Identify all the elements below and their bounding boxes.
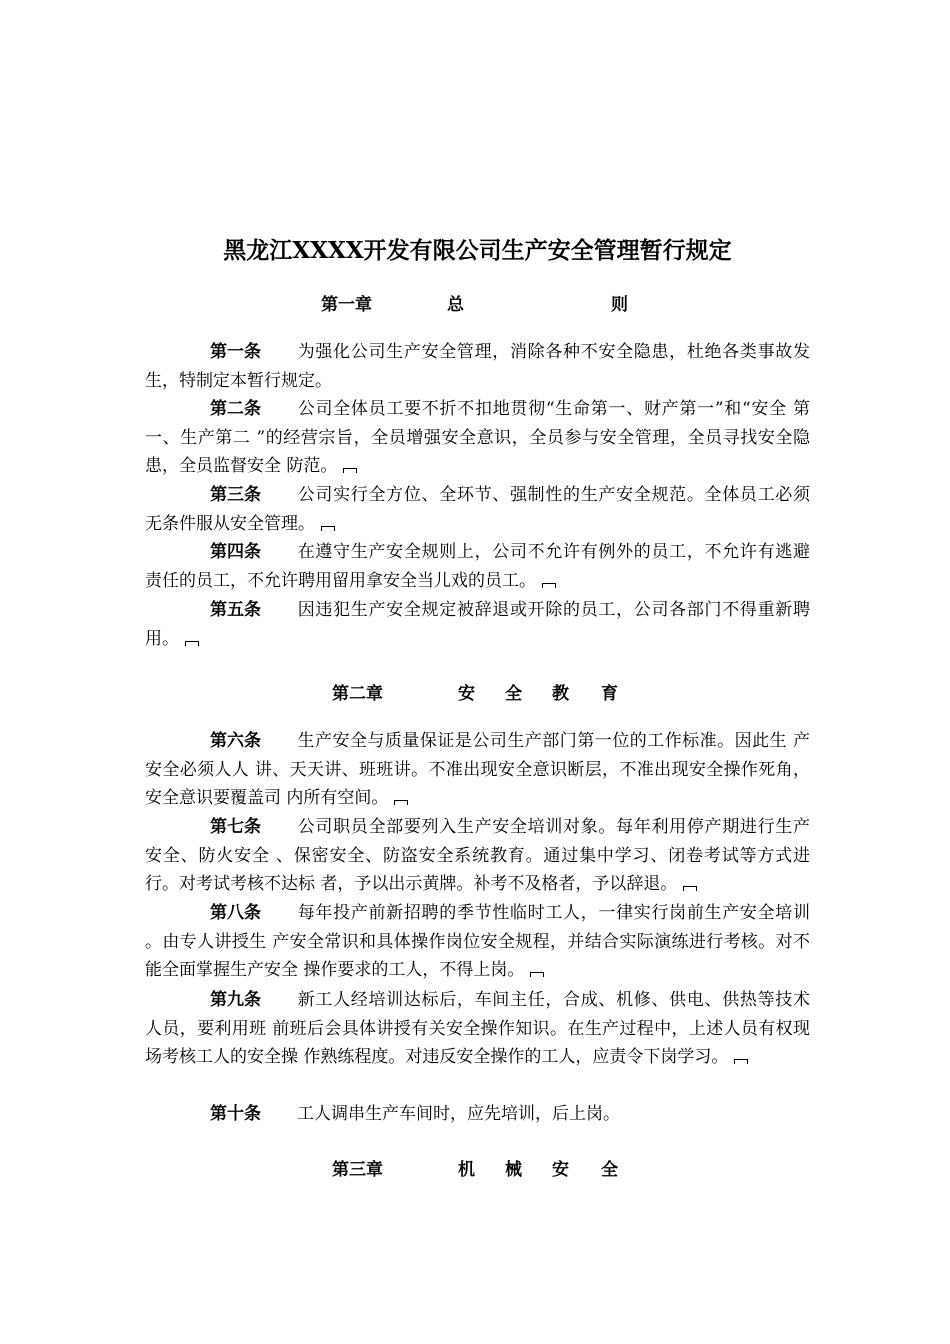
chapter-title-char: 机: [458, 1160, 475, 1180]
article-label: 第四条: [210, 542, 261, 562]
article: [145, 538, 810, 595]
chapter-title-char: 则: [611, 295, 628, 315]
paragraph-mark-icon: [530, 972, 544, 977]
chapter-number: 第二章: [332, 684, 383, 704]
paragraph-mark-icon: [683, 886, 697, 891]
chapter-number: 第一章: [321, 295, 372, 315]
chapter-heading: [145, 1155, 810, 1183]
chapter-title-char: 全: [505, 684, 522, 704]
chapter-title-char: 全: [601, 1160, 618, 1180]
article-text: 新工人经培训达标后，车间主任，合成、机修、供电、供热等技术 人员，要利用班 前班后会具体讲授有关安全操作知识。在生产过程中，上述人员有权现场考核工人的安全操 作熟练程度。对违反安全操作的工人，应责令下岗学习。: [145, 990, 810, 1067]
chapter-title-char: 教: [552, 684, 569, 704]
article-label: 第九条: [210, 990, 261, 1010]
article: [145, 395, 810, 481]
article: [145, 899, 810, 985]
article: [145, 338, 810, 395]
article: [145, 727, 810, 813]
paragraph-mark-icon: [394, 800, 408, 805]
chapter-title-char: 育: [601, 684, 618, 704]
document-title: 黑龙江XXXX开发有限公司生产安全管理暂行规定: [223, 237, 732, 264]
article-label: 第三条: [210, 485, 261, 505]
chapter-heading: [145, 290, 810, 318]
article-text: 为强化公司生产安全管理，消除各种不安全隐患，杜绝各类事故发 生，特制定本暂行规定。: [145, 342, 810, 391]
paragraph-mark-icon: [185, 641, 199, 646]
article-label: 第六条: [210, 731, 261, 751]
chapter-title-char: 安: [552, 1160, 569, 1180]
article-text: 因违犯生产安全规定被辞退或开除的员工，公司各部门不得重新聘 用。: [145, 600, 810, 649]
paragraph-mark-icon: [321, 526, 335, 531]
article-text: 每年投产前新招聘的季节性临时工人，一律实行岗前生产安全培训 。由专人讲授生 产安全常识和具体操作岗位安全规程，并结合实际演练进行考核。对不能全面掌握生产安全 操作要求的工人，不得上岗。: [145, 903, 810, 980]
article-text: 公司实行全方位、全环节、强制性的生产安全规范。全体员工必须 无条件服从安全管理。: [145, 485, 810, 534]
article: [145, 813, 810, 899]
article-label: 第七条: [210, 817, 261, 837]
paragraph-mark-icon: [542, 583, 556, 588]
article-label: 第十条: [210, 1104, 261, 1124]
chapter-number: 第三章: [332, 1160, 383, 1180]
article: [145, 1100, 810, 1129]
article-label: 第一条: [210, 342, 261, 362]
article: [145, 986, 810, 1072]
article-label: 第八条: [210, 903, 261, 923]
article: [145, 596, 810, 653]
article-text: 在遵守生产安全规则上，公司不允许有例外的员工，不允许有逃避 责任的员工，不允许聘用留用拿安全当儿戏的员工。: [145, 542, 810, 591]
paragraph-mark-icon: [343, 468, 357, 473]
chapter-title-char: 械: [505, 1160, 522, 1180]
article-text: 公司全体员工要不折不扣地贯彻“生命第一、财产第一”和“安全 第一、生产第二 ”的经营宗旨，全员增强安全意识，全员参与安全管理，全员寻找安全隐患，全员监督安全 防范。: [145, 399, 810, 476]
chapter-heading: [145, 679, 810, 707]
article-text: 公司职员全部要列入生产安全培训对象。每年利用停产期进行生产 安全、防火安全 、保密安全、防盗安全系统教育。通过集中学习、闭卷考试等方式进行。对考试考核不达标 者，予以出示黄牌。补考不及格者，予以辞退。: [145, 817, 810, 894]
paragraph-mark-icon: [734, 1059, 748, 1064]
chapter-title-char: 安: [458, 684, 475, 704]
article: [145, 481, 810, 538]
article-label: 第五条: [210, 600, 261, 620]
article-text: 工人调串生产车间时，应先培训，后上岗。: [297, 1104, 620, 1124]
article-label: 第二条: [210, 399, 261, 419]
article-text: 生产安全与质量保证是公司生产部门第一位的工作标准。因此生 产安全必须人人 讲、天天讲、班班讲。不准出现安全意识断层，不准出现安全操作死角，安全意识要覆盖司 内所有空间。: [145, 731, 810, 808]
chapter-title-char: 总: [447, 295, 464, 315]
